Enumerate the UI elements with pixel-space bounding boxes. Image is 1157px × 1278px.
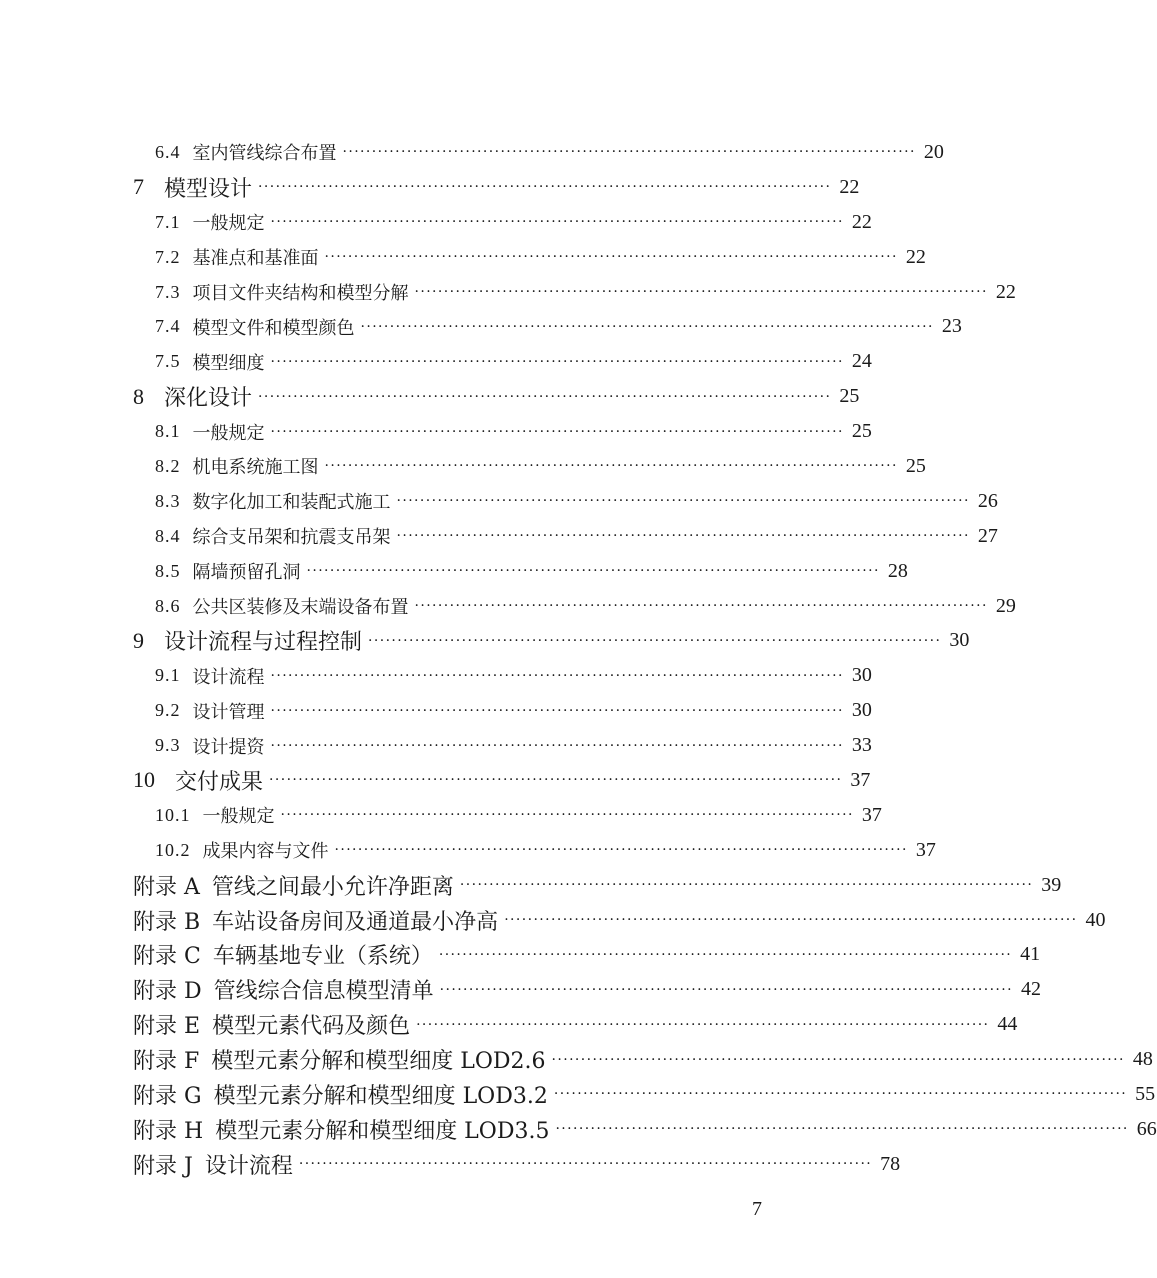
toc-entry-title: 机电系统施工图 xyxy=(192,457,319,479)
toc-entry-number: 8.2 xyxy=(155,455,181,476)
toc-entry[interactable] xyxy=(0,1112,1157,1147)
toc-entry-title: 管线综合信息模型清单 xyxy=(213,979,434,1005)
toc-entry-number: 8.4 xyxy=(155,525,181,546)
dot-leader: ·································································································· xyxy=(324,249,898,266)
toc-entry-page: 26 xyxy=(977,489,998,512)
toc-entry-number: 附录 A xyxy=(133,874,200,900)
toc-entry-page: 20 xyxy=(923,140,944,163)
toc-entry-page: 33 xyxy=(851,734,872,757)
toc-entry[interactable] xyxy=(0,240,926,275)
toc-entry-page: 28 xyxy=(887,559,908,582)
toc-entry-number: 附录 D xyxy=(133,979,202,1005)
toc-entry-page: 66 xyxy=(1136,1117,1157,1140)
dot-leader: ·································································································· xyxy=(553,1086,1128,1103)
toc-entry-number: 附录 E xyxy=(133,1014,201,1040)
toc-entry-number: 附录 F xyxy=(133,1049,200,1075)
toc-entry-page: 24 xyxy=(851,350,872,373)
toc-entry-number: 7.5 xyxy=(155,351,181,372)
toc-entry-title: 基准点和基准面 xyxy=(192,248,319,270)
toc-entry-number: 附录 J xyxy=(133,1153,193,1179)
toc-entry-page: 22 xyxy=(851,210,872,233)
toc-entry-title: 设计管理 xyxy=(192,701,265,723)
toc-entry-title: 模型文件和模型颜色 xyxy=(192,317,355,339)
toc-entry-title: 深化设计 xyxy=(164,386,253,412)
toc-entry-title: 模型元素分解和模型细度 LOD3.5 xyxy=(215,1118,550,1144)
toc-entry[interactable] xyxy=(0,170,886,205)
toc-entry-page: 42 xyxy=(1020,978,1041,1001)
toc-entry-page: 55 xyxy=(1135,1082,1156,1105)
dot-leader: ·································································································· xyxy=(459,877,1034,894)
toc-entry-title: 公共区装修及末端设备布置 xyxy=(192,597,409,619)
toc-entry-page: 37 xyxy=(861,803,882,826)
toc-entry-number: 附录 B xyxy=(133,909,201,935)
toc-entry-number: 附录 G xyxy=(133,1083,202,1109)
toc-entry-number: 9 xyxy=(133,627,144,653)
toc-entry-number: 7.3 xyxy=(155,281,181,302)
toc-entry-title: 一般规定 xyxy=(192,422,265,444)
toc-entry-title: 交付成果 xyxy=(175,769,264,795)
toc-entry-title: 隔墙预留孔洞 xyxy=(192,562,301,584)
toc-entry[interactable] xyxy=(0,135,944,170)
dot-leader: ·································································································· xyxy=(368,632,942,649)
toc-entry-title: 一般规定 xyxy=(192,213,265,235)
dot-leader: ·································································································· xyxy=(270,423,844,440)
toc-entry-number: 10.2 xyxy=(155,839,191,860)
table-of-contents xyxy=(0,135,1157,1182)
toc-entry[interactable] xyxy=(0,554,908,589)
toc-entry-page: 37 xyxy=(915,838,936,861)
toc-entry-page: 40 xyxy=(1085,908,1106,931)
toc-entry-page: 78 xyxy=(880,1152,901,1175)
toc-entry-page: 22 xyxy=(905,245,926,268)
toc-entry-number: 7.2 xyxy=(155,246,181,267)
toc-entry-page: 22 xyxy=(839,175,860,198)
toc-entry-page: 25 xyxy=(839,385,860,408)
dot-leader: ·································································································· xyxy=(270,702,844,719)
dot-leader: ·································································································· xyxy=(306,563,880,580)
toc-entry[interactable] xyxy=(0,833,936,868)
dot-leader: ·································································································· xyxy=(438,946,1013,963)
toc-entry-page: 27 xyxy=(977,524,998,547)
toc-entry-number: 8.1 xyxy=(155,421,181,442)
toc-entry-number: 7.1 xyxy=(155,211,181,232)
toc-entry-page: 22 xyxy=(995,280,1016,303)
toc-entry-page: 25 xyxy=(905,454,926,477)
toc-entry[interactable] xyxy=(0,1042,1153,1077)
dot-leader: ·································································································· xyxy=(504,912,1078,929)
toc-entry-page: 44 xyxy=(997,1013,1018,1036)
toc-entry-title: 模型细度 xyxy=(192,352,265,374)
toc-entry[interactable] xyxy=(0,309,962,344)
toc-entry-number: 9.1 xyxy=(155,665,181,686)
toc-entry-number: 7.4 xyxy=(155,316,181,337)
toc-entry[interactable] xyxy=(0,344,886,379)
toc-entry-title: 一般规定 xyxy=(202,806,275,828)
toc-entry-number: 8 xyxy=(133,383,144,409)
toc-entry[interactable] xyxy=(0,868,1062,903)
toc-entry[interactable] xyxy=(0,589,1016,624)
toc-entry-page: 30 xyxy=(851,699,872,722)
toc-entry[interactable] xyxy=(0,903,1106,938)
toc-entry[interactable] xyxy=(0,972,1041,1007)
dot-leader: ·································································································· xyxy=(270,667,844,684)
dot-leader: ·································································································· xyxy=(360,318,934,335)
dot-leader: ·································································································· xyxy=(414,598,988,615)
toc-entry[interactable] xyxy=(0,1077,1156,1112)
dot-leader: ·································································································· xyxy=(416,1016,990,1033)
toc-entry-number: 9.2 xyxy=(155,700,181,721)
dot-leader: ·································································································· xyxy=(270,737,844,754)
toc-entry[interactable] xyxy=(0,1147,901,1182)
toc-entry[interactable] xyxy=(0,484,998,519)
toc-entry-number: 10.1 xyxy=(155,804,191,825)
toc-entry-title: 数字化加工和装配式施工 xyxy=(192,492,391,514)
toc-entry-title: 设计流程 xyxy=(192,666,265,688)
toc-entry[interactable] xyxy=(0,414,886,449)
toc-entry-number: 8.3 xyxy=(155,490,181,511)
dot-leader: ·································································································· xyxy=(551,1051,1125,1068)
dot-leader: ·································································································· xyxy=(396,528,970,545)
toc-entry[interactable] xyxy=(0,763,886,798)
toc-entry-number: 附录 C xyxy=(133,944,201,970)
toc-entry-page: 37 xyxy=(850,768,871,791)
dot-leader: ·································································································· xyxy=(342,144,916,161)
toc-entry[interactable] xyxy=(0,205,886,240)
dot-leader: ·································································································· xyxy=(334,842,908,859)
toc-entry[interactable] xyxy=(0,693,886,728)
toc-entry-page: 29 xyxy=(995,594,1016,617)
toc-entry-page: 41 xyxy=(1020,943,1041,966)
dot-leader: ·································································································· xyxy=(270,353,844,370)
toc-entry-title: 室内管线综合布置 xyxy=(192,143,337,165)
dot-leader: ·································································································· xyxy=(396,493,970,510)
toc-entry-title: 模型元素分解和模型细度 LOD3.2 xyxy=(213,1083,548,1109)
toc-entry[interactable] xyxy=(0,658,886,693)
dot-leader: ·································································································· xyxy=(555,1121,1129,1138)
dot-leader: ·································································································· xyxy=(258,179,832,196)
dot-leader: ·································································································· xyxy=(258,388,832,405)
toc-entry-number: 8.5 xyxy=(155,560,181,581)
toc-entry-number: 6.4 xyxy=(155,141,181,162)
toc-entry[interactable] xyxy=(0,1007,1018,1042)
toc-entry-page: 39 xyxy=(1041,873,1062,896)
toc-entry-title: 设计提资 xyxy=(192,736,265,758)
toc-entry-page: 25 xyxy=(851,420,872,443)
toc-entry[interactable] xyxy=(0,519,998,554)
toc-entry-title: 管线之间最小允许净距离 xyxy=(211,874,454,900)
dot-leader: ·································································································· xyxy=(270,214,844,231)
page-number: 7 xyxy=(752,1198,762,1220)
toc-entry-title: 项目文件夹结构和模型分解 xyxy=(192,283,409,304)
toc-entry-page: 30 xyxy=(851,664,872,687)
toc-entry-number: 7 xyxy=(133,174,144,200)
toc-entry-number: 8.6 xyxy=(155,595,181,616)
toc-entry-title: 成果内容与文件 xyxy=(202,841,329,863)
toc-entry-title: 车辆基地专业（系统） xyxy=(212,944,433,970)
dot-leader: ·································································································· xyxy=(269,772,843,789)
toc-entry-title: 模型元素代码及颜色 xyxy=(212,1014,411,1040)
toc-entry[interactable] xyxy=(0,275,1016,310)
dot-leader: ·································································································· xyxy=(439,981,1013,998)
toc-entry-title: 设计流程与过程控制 xyxy=(164,630,363,656)
toc-entry-page: 48 xyxy=(1132,1048,1153,1071)
toc-entry-title: 设计流程 xyxy=(204,1153,293,1179)
toc-entry-page: 30 xyxy=(949,629,970,652)
toc-entry-number: 10 xyxy=(133,767,155,793)
dot-leader: ·································································································· xyxy=(324,458,898,475)
toc-entry[interactable] xyxy=(0,623,970,658)
toc-entry-number: 9.3 xyxy=(155,735,181,756)
toc-entry-title: 综合支吊架和抗震支吊架 xyxy=(192,527,391,549)
toc-entry-title: 车站设备房间及通道最小净高 xyxy=(212,909,499,935)
toc-entry-title: 模型设计 xyxy=(164,176,253,202)
toc-entry[interactable] xyxy=(0,798,886,833)
dot-leader: ·································································································· xyxy=(414,284,988,300)
toc-entry-page: 23 xyxy=(941,315,962,338)
toc-entry-title: 模型元素分解和模型细度 LOD2.6 xyxy=(211,1049,546,1075)
toc-entry[interactable] xyxy=(0,379,886,414)
toc-entry-number: 附录 H xyxy=(133,1118,204,1144)
dot-leader: ·································································································· xyxy=(298,1156,873,1173)
toc-entry[interactable] xyxy=(0,937,1041,972)
toc-entry[interactable] xyxy=(0,728,886,763)
toc-entry[interactable] xyxy=(0,449,926,484)
dot-leader: ·································································································· xyxy=(280,807,854,824)
